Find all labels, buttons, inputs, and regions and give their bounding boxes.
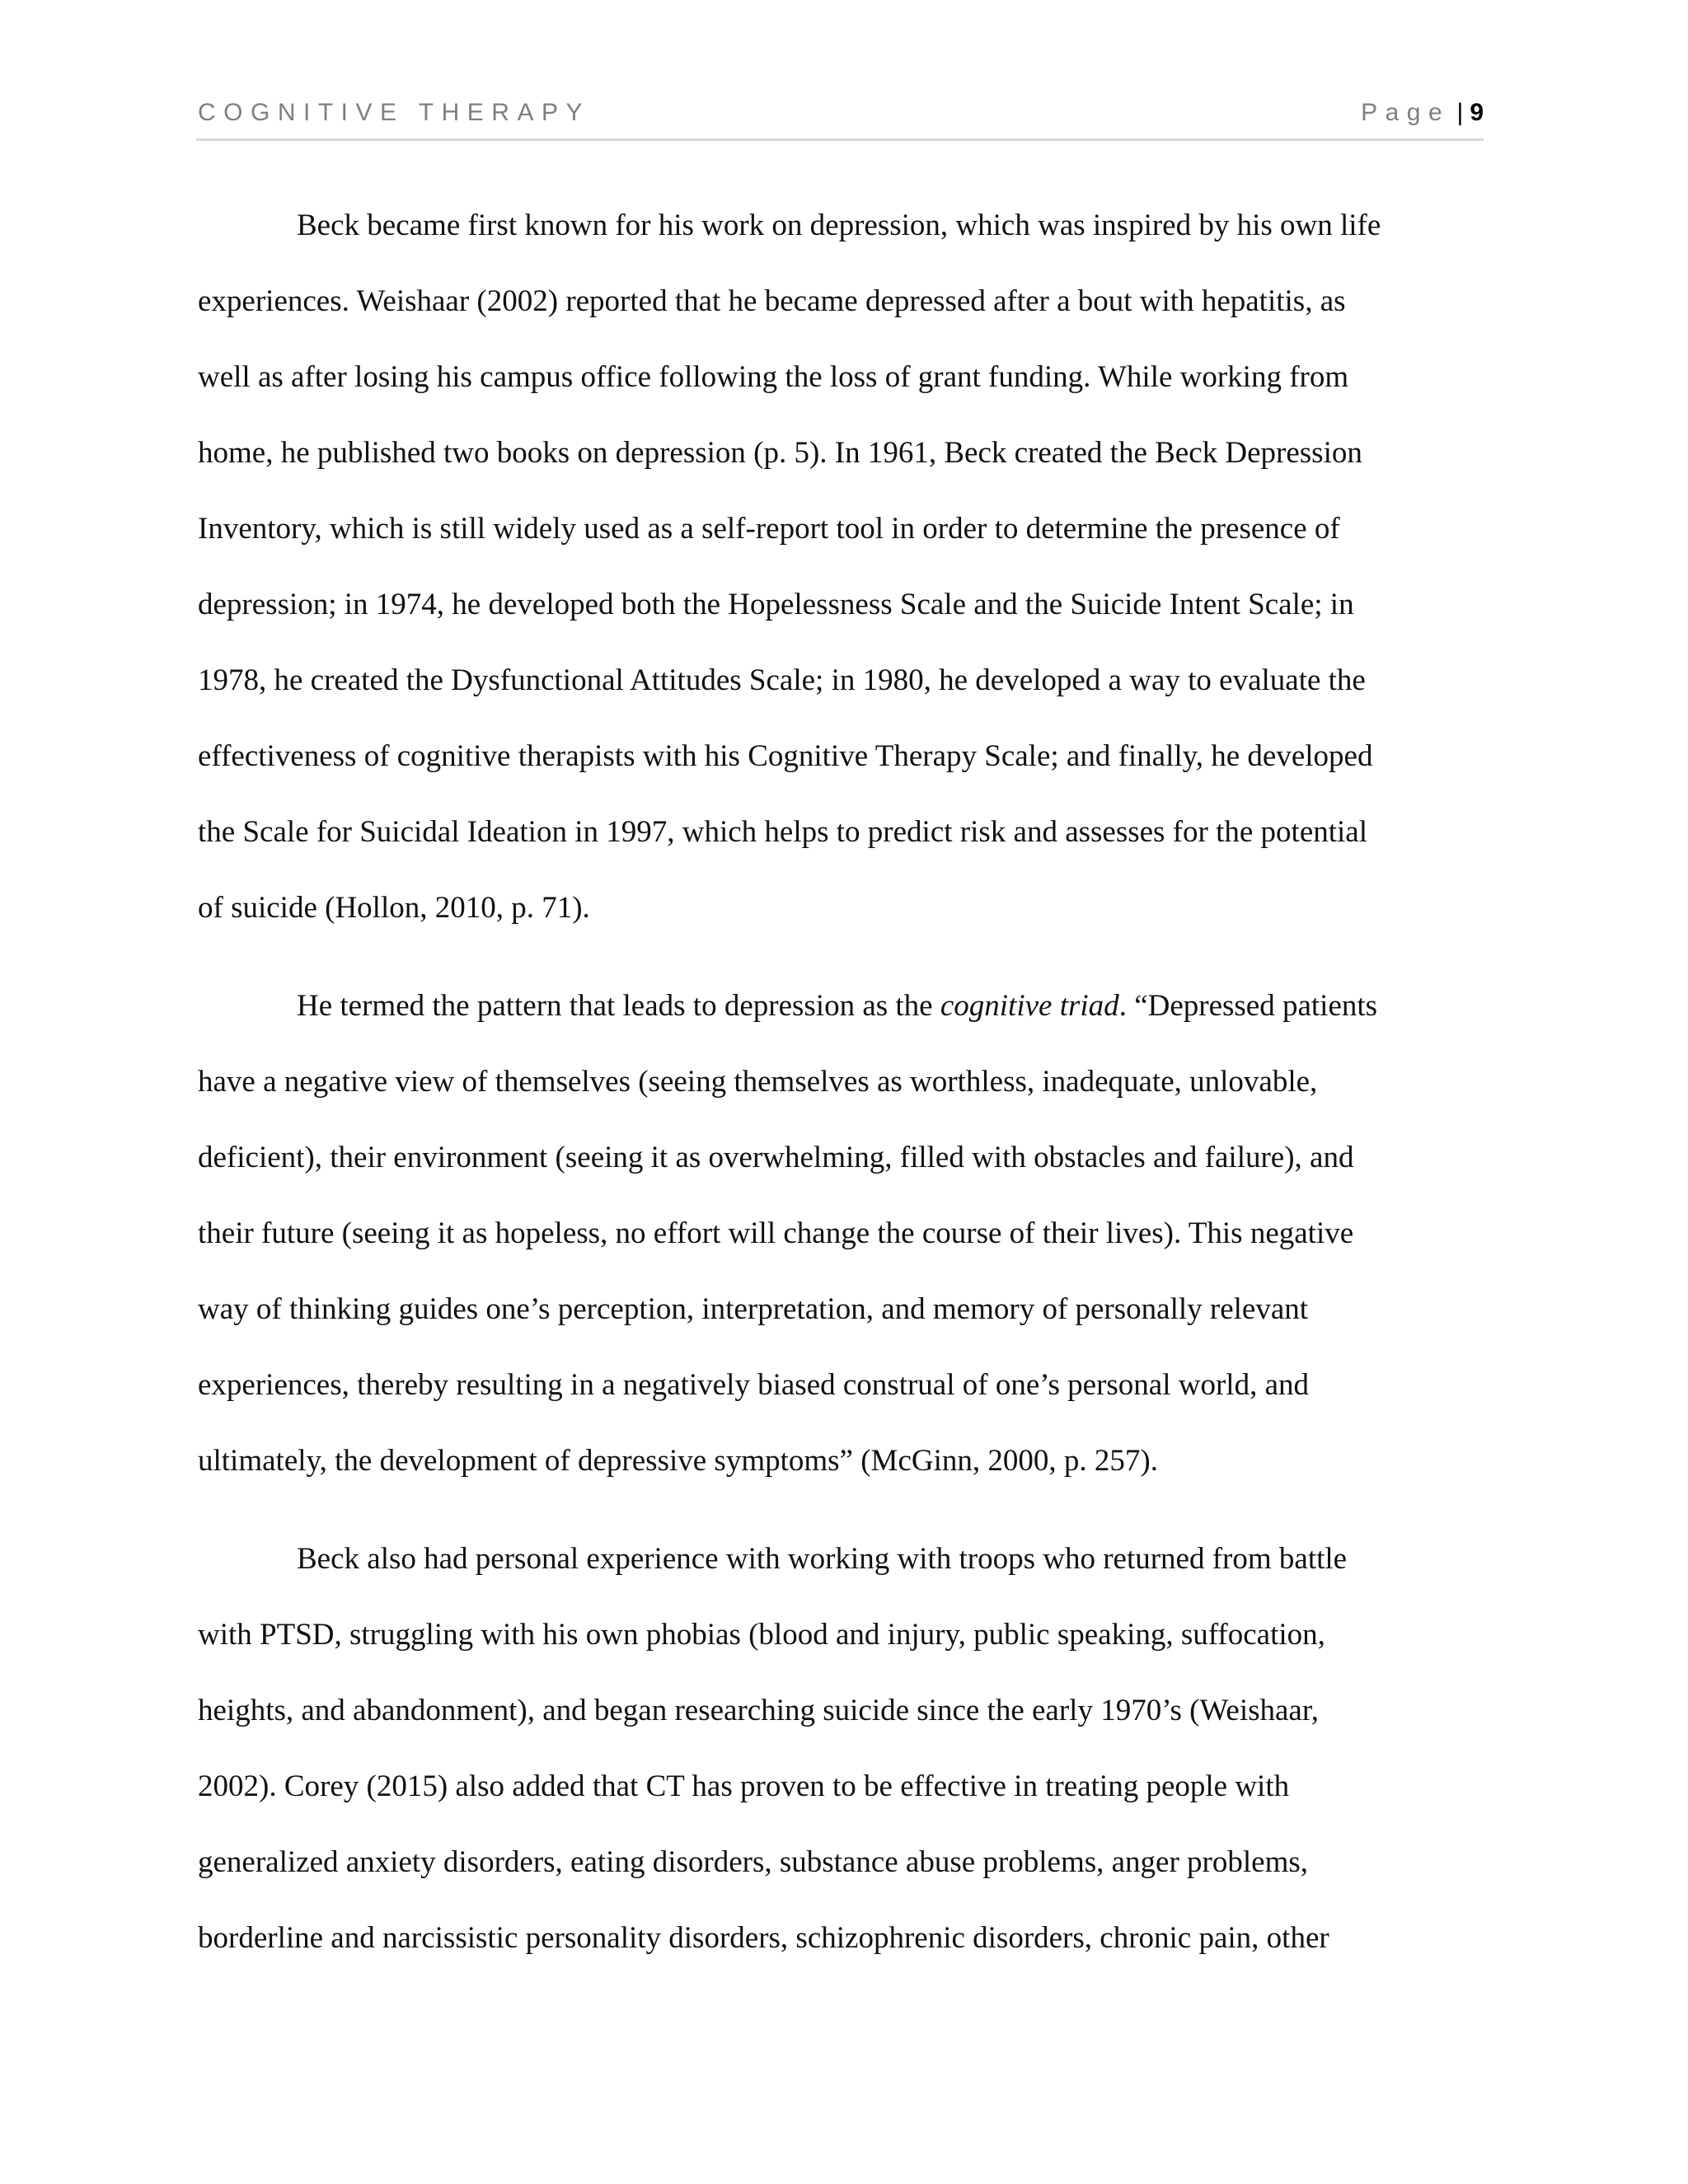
text-line: Beck became first known for his work on depression, which was inspired by his own life (297, 209, 1381, 242)
text-line: depression; in 1974, he developed both the Hopelessness Scale and the Suicide Intent Scale; in (198, 588, 1354, 621)
text-line: 2002). Corey (2015) also added that CT has proven to be effective in treating people with (198, 1769, 1290, 1803)
text-line: the Scale for Suicidal Ideation in 1997, which helps to predict risk and assesses for the potential (198, 815, 1368, 849)
text-run: He termed the pattern that leads to depression as the (297, 989, 940, 1023)
page-label: Page (1361, 99, 1451, 126)
text-line: way of thinking guides one’s perception, interpretation, and memory of personally relevant (198, 1292, 1309, 1326)
text-line: their future (seeing it as hopeless, no effort will change the course of their lives). This negative (198, 1216, 1354, 1250)
text-line: 1978, he created the Dysfunctional Attitudes Scale; in 1980, he developed a way to evaluate the (198, 663, 1366, 697)
page-number-label (1361, 99, 1484, 127)
text-run: . “Depressed patients (1118, 989, 1378, 1023)
page-number: 9 (1470, 99, 1484, 126)
paragraph-3 (198, 1521, 1484, 1976)
running-header (196, 97, 1484, 141)
text-line: experiences. Weishaar (2002) reported that he became depressed after a bout with hepatitis, as (198, 284, 1346, 318)
text-line: of suicide (Hollon, 2010, p. 71). (198, 891, 590, 925)
text-line: well as after losing his campus office following the loss of grant funding. While working from (198, 360, 1349, 394)
text-line: deficient), their environment (seeing it as overwhelming, filled with obstacles and failure), and (198, 1141, 1354, 1174)
text-line: have a negative view of themselves (seeing themselves as worthless, inadequate, unlovable, (198, 1065, 1318, 1099)
text-line: Beck also had personal experience with working with troops who returned from battle (297, 1542, 1348, 1576)
text-line: effectiveness of cognitive therapists with his Cognitive Therapy Scale; and finally, he developed (198, 739, 1373, 773)
text-line: with PTSD, struggling with his own phobias (blood and injury, public speaking, suffocation, (198, 1618, 1325, 1652)
text-line: ultimately, the development of depressive symptoms” (McGinn, 2000, p. 257). (198, 1444, 1158, 1478)
page-separator: | (1456, 99, 1464, 126)
text-line: experiences, thereby resulting in a negatively biased construal of one’s personal world, and (198, 1368, 1310, 1402)
paragraph-2 (198, 968, 1484, 1499)
text-line: generalized anxiety disorders, eating disorders, substance abuse problems, anger problems, (198, 1845, 1308, 1879)
text-line: Inventory, which is still widely used as a self-report tool in order to determine the presence of (198, 512, 1340, 546)
italic-term: cognitive triad (940, 989, 1119, 1023)
text-line: home, he published two books on depression (p. 5). In 1961, Beck created the Beck Depression (198, 436, 1362, 470)
document-body (198, 188, 1484, 1976)
paragraph-1 (198, 188, 1484, 946)
text-line: borderline and narcissistic personality disorders, schizophrenic disorders, chronic pain, other (198, 1921, 1329, 1955)
text-line: heights, and abandonment), and began researching suicide since the early 1970’s (Weishaar, (198, 1694, 1319, 1727)
running-header-title: COGNITIVE THERAPY (198, 99, 591, 126)
text-line (198, 968, 1484, 1044)
